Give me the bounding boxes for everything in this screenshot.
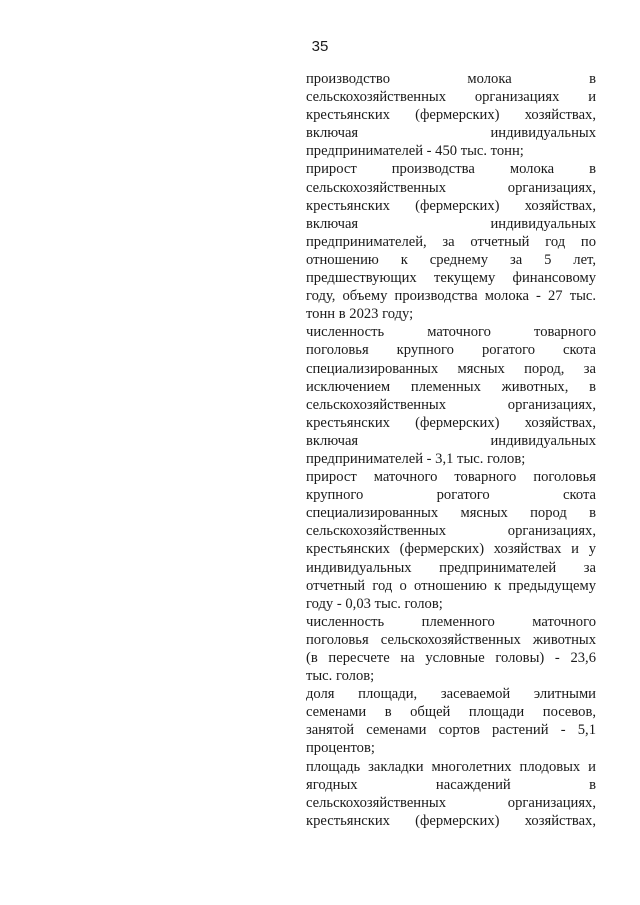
text-line: производство молока в [306,71,596,87]
text-line: численность племенного маточного [306,613,596,630]
text-line: крестьянских (фермерских) хозяйствах, [306,197,596,214]
text-line: прирост производства молока в [306,161,596,178]
text-line: специализированных мясных пород, за [306,360,596,377]
text-line: процентов; [306,740,375,757]
text-line: году, объему производства молока - 27 тыс. [306,288,596,305]
text-line: поголовья сельскохозяйственных животных [306,631,596,648]
text-line: исключением племенных животных, в [306,378,596,395]
text-line: предпринимателей - 3,1 тыс. голов; [306,450,526,467]
text-line: включая индивидуальных [306,125,596,142]
text-line: численность маточного товарного [306,324,596,341]
text-line: включая индивидуальных [306,432,596,449]
text-line: предшествующих текущему финансовому [306,270,596,287]
document-body [306,70,596,830]
text-line: крестьянских (фермерских) хозяйствах, [306,812,596,829]
text-line: сельскохозяйственных организациях и [306,89,596,106]
text-line: сельскохозяйственных организациях, [306,396,596,413]
text-line: предпринимателей - 450 тыс. тонн; [306,143,524,160]
text-line: (в пересчете на условные головы) - 23,6 [306,650,596,666]
text-line: предпринимателей, за отчетный год по [306,233,596,250]
text-line: сельскохозяйственных организациях, [306,523,596,540]
text-line: семенами в общей площади посевов, [306,704,596,721]
text-line: крестьянских (фермерских) хозяйствах, [306,107,596,124]
text-line: индивидуальных предпринимателей за [306,559,596,576]
text-line: крупного рогатого скота [306,487,596,504]
text-line: сельскохозяйственных организациях, [306,794,596,811]
text-line: поголовья крупного рогатого скота [306,342,596,359]
text-line: отчетный год о отношению к предыдущему [306,577,596,594]
text-line: тыс. голов; [306,668,375,685]
text-line: ягодных насаждений в [306,776,596,793]
page-number: 35 [311,38,329,55]
text-line: доля площади, засеваемой элитными [306,686,596,703]
text-line: крестьянских (фермерских) хозяйствах, [306,414,596,431]
text-line: тонн в 2023 году; [306,306,414,323]
text-line: крестьянских (фермерских) хозяйствах и у [306,541,596,558]
text-line: занятой семенами сортов растений - 5,1 [306,722,596,739]
text-line: сельскохозяйственных организациях, [306,179,596,196]
text-line: году - 0,03 тыс. голов; [306,595,443,612]
text-line: отношению к среднему за 5 лет, [306,251,596,268]
text-line: включая индивидуальных [306,215,596,232]
text-line: специализированных мясных пород в [306,505,596,522]
text-line: площадь закладки многолетних плодовых и [306,758,596,775]
text-line: прирост маточного товарного поголовья [306,469,596,486]
